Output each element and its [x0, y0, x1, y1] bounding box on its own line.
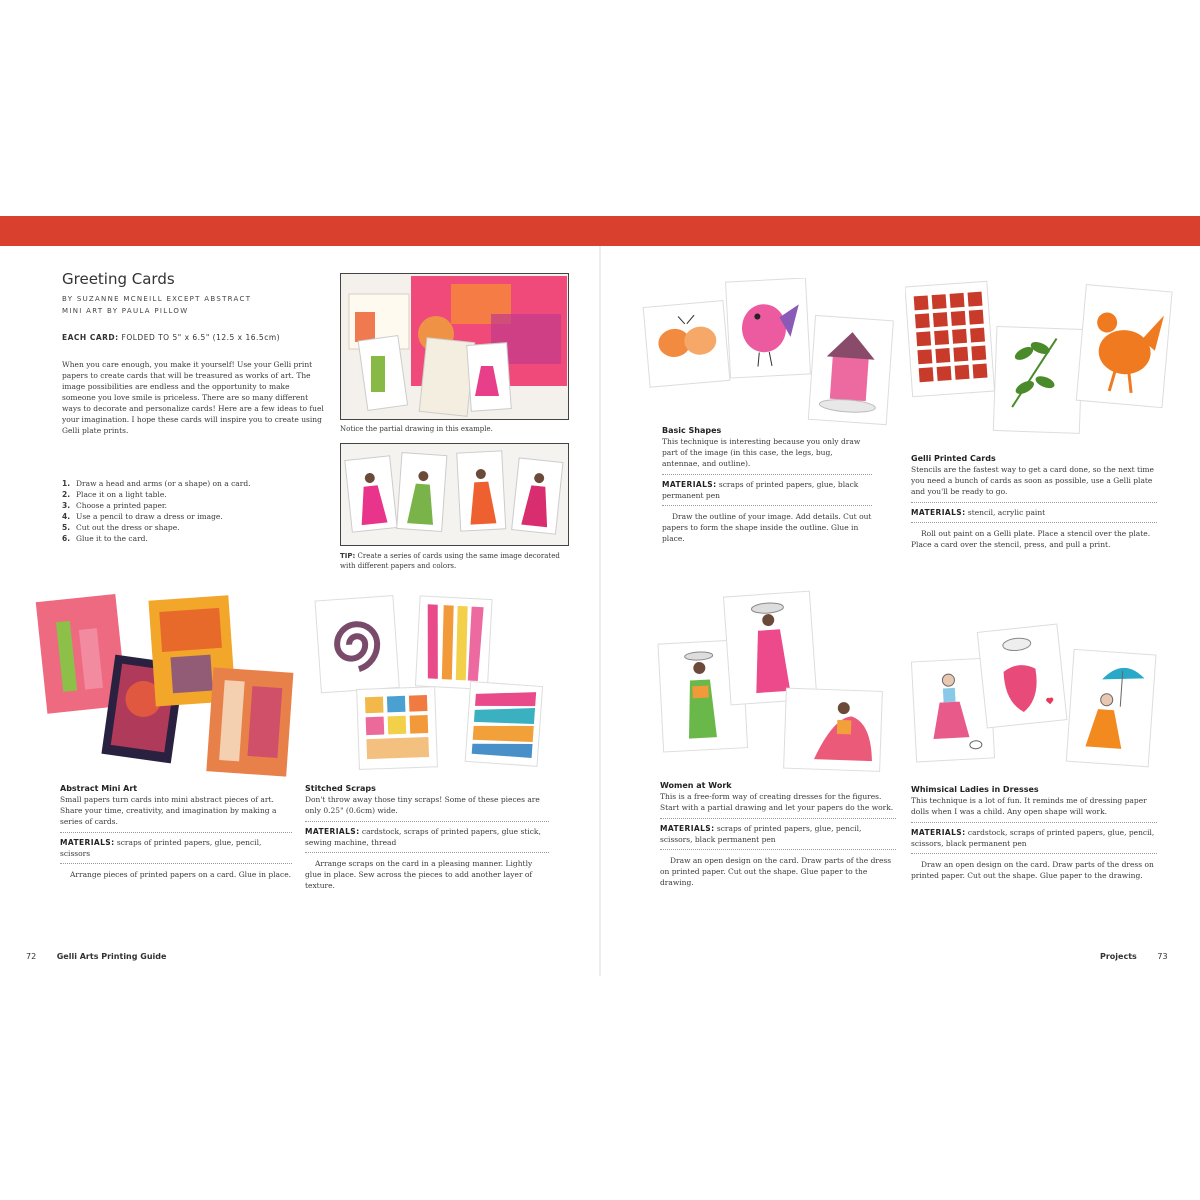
ladies-series-photo [340, 443, 569, 546]
ladies-heading: Whimsical Ladies in Dresses [911, 785, 1039, 794]
stitched-text: Don't throw away those tiny scraps! Some of these pieces are only 0.25" (0.6cm) wide. [305, 795, 540, 815]
basic-heading: Basic Shapes [662, 426, 722, 435]
materials-text: scraps of printed papers, glue, black permanent pen [662, 480, 859, 500]
abstract-mini-art-section [60, 784, 292, 880]
basic-shapes-section [662, 426, 872, 544]
card-size [62, 333, 280, 342]
women-text: This is a free-form way of creating dresses for the figures. Start with a partial drawing and let your papers do the work. [660, 792, 894, 812]
photo-caption: Notice the partial drawing in this example. [340, 425, 493, 433]
women-instructions: Draw an open design on the card. Draw parts of the dress on printed paper. Cut out the shape. Glue paper to the drawing. [660, 856, 892, 887]
stitched-scraps-section [305, 784, 549, 891]
materials-label: MATERIALS: [305, 827, 360, 836]
printed-materials [911, 502, 1157, 523]
stitched-instructions: Arrange scraps on the card in a pleasing manner. Lightly glue in place. Sew across the pieces to add another layer of texture. [305, 859, 533, 890]
materials-label: MATERIALS: [660, 824, 715, 833]
step-item: 5. Cut out the dress or shape. [62, 523, 180, 532]
materials-text: cardstock, scraps of printed papers, glue stick, sewing machine, thread [305, 827, 541, 847]
basic-instructions: Draw the outline of your image. Add details. Cut out papers to form the shape inside the outline. Glue in place. [662, 512, 872, 543]
tip-text: Create a series of cards using the same image decorated with different papers and colors. [340, 552, 560, 570]
abstract-instructions: Arrange pieces of printed papers on a card. Glue in place. [70, 870, 292, 879]
left-folio [26, 952, 166, 961]
page-number: 73 [1157, 952, 1168, 961]
tip-caption [340, 551, 570, 571]
byline-line-1: BY SUZANNE MCNEILL EXCEPT ABSTRACT [62, 295, 252, 303]
materials-text: cardstock, scraps of printed papers, glue, pencil, scissors, black permanent pen [911, 828, 1155, 848]
women-at-work-image [655, 590, 895, 780]
printed-heading: Gelli Printed Cards [911, 454, 996, 463]
ladies-materials [911, 822, 1157, 854]
materials-text: scraps of printed papers, glue, pencil, scissors, black permanent pen [660, 824, 862, 844]
stitched-heading: Stitched Scraps [305, 784, 376, 793]
step-item: 6. Glue it to the card. [62, 534, 148, 543]
materials-label: MATERIALS: [911, 508, 966, 517]
byline [62, 293, 322, 317]
red-header-banner [0, 216, 1200, 246]
abstract-materials [60, 832, 292, 864]
step-item: 2. Place it on a light table. [62, 490, 167, 499]
materials-label: MATERIALS: [662, 480, 717, 489]
materials-text: scraps of printed papers, glue, pencil, scissors [60, 838, 262, 858]
printed-text: Stencils are the fastest way to get a card done, so the next time you need a bunch of cards as soon as possible, use a Gelli plate and you'll be ready to go. [911, 465, 1154, 496]
gelli-printed-section [911, 454, 1157, 550]
book-spine [599, 246, 601, 976]
greeting-cards-photo [340, 273, 569, 420]
stitched-scraps-image [310, 592, 550, 772]
materials-label: MATERIALS: [60, 838, 115, 847]
page-title: Greeting Cards [62, 270, 175, 288]
abstract-text: Small papers turn cards into mini abstract pieces of art. Share your time, creativity, and imagination by making a series of cards. [60, 795, 277, 826]
ladies-text: This technique is a lot of fun. It reminds me of dressing paper dolls when I was a child. Any open shape will work. [911, 796, 1147, 816]
printed-instructions: Roll out paint on a Gelli plate. Place a stencil over the plate. Place a card over the stencil, press, and pull a print. [911, 529, 1151, 549]
page-number: 72 [26, 952, 37, 961]
materials-text: stencil, acrylic paint [967, 508, 1046, 517]
gelli-printed-cards-image [905, 278, 1175, 438]
materials-label: MATERIALS: [911, 828, 966, 837]
women-heading: Women at Work [660, 781, 732, 790]
right-folio [1100, 952, 1168, 961]
women-materials [660, 818, 896, 850]
basic-shapes-image [640, 278, 900, 428]
steps-list [62, 478, 322, 544]
step-item: 1. Draw a head and arms (or a shape) on a card. [62, 479, 251, 488]
ladies-instructions: Draw an open design on the card. Draw parts of the dress on printed paper. Cut out the shape. Glue paper to the drawing. [911, 860, 1154, 880]
step-item: 4. Use a pencil to draw a dress or image. [62, 512, 223, 521]
folio-title: Projects [1100, 952, 1137, 961]
whimsical-ladies-image [910, 620, 1170, 780]
tip-label: TIP: [340, 552, 356, 560]
byline-line-2: MINI ART BY PAULA PILLOW [62, 307, 189, 315]
abstract-heading: Abstract Mini Art [60, 784, 138, 793]
step-item: 3. Choose a printed paper. [62, 501, 168, 510]
whimsical-ladies-section [911, 785, 1157, 881]
folio-title: Gelli Arts Printing Guide [56, 952, 167, 961]
abstract-mini-art-image [30, 590, 300, 780]
basic-text: This technique is interesting because you only draw part of the image (in this case, the legs, bug, antennae, and outline). [662, 437, 861, 468]
card-size-label: EACH CARD: [62, 333, 119, 342]
stitched-materials [305, 821, 549, 853]
intro-paragraph: When you care enough, you make it yourself! Use your Gelli print papers to create cards that will be treasured as works of art. The image possibilities are endless and the opportunity to make someone you love smile is priceless. There are so many different ways to decorate and personalize cards! Here are a few ideas to fuel your imagination. I hope these cards will inspire you to create using Gelli plate prints. [62, 360, 324, 435]
card-size-value: FOLDED TO 5" x 6.5" (12.5 x 16.5cm) [121, 333, 281, 342]
women-at-work-section [660, 781, 896, 888]
basic-materials [662, 474, 872, 506]
